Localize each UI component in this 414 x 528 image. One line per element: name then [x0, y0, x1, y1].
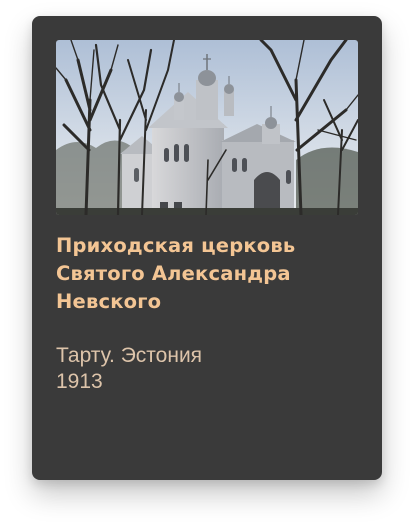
church-photo[interactable]	[56, 40, 358, 215]
church-title: Приходская церковь Святого Александра Невского	[56, 234, 296, 313]
church-card[interactable]	[32, 16, 382, 480]
church-location: Тарту. Эстония	[56, 344, 203, 367]
church-year: 1913	[56, 370, 103, 393]
